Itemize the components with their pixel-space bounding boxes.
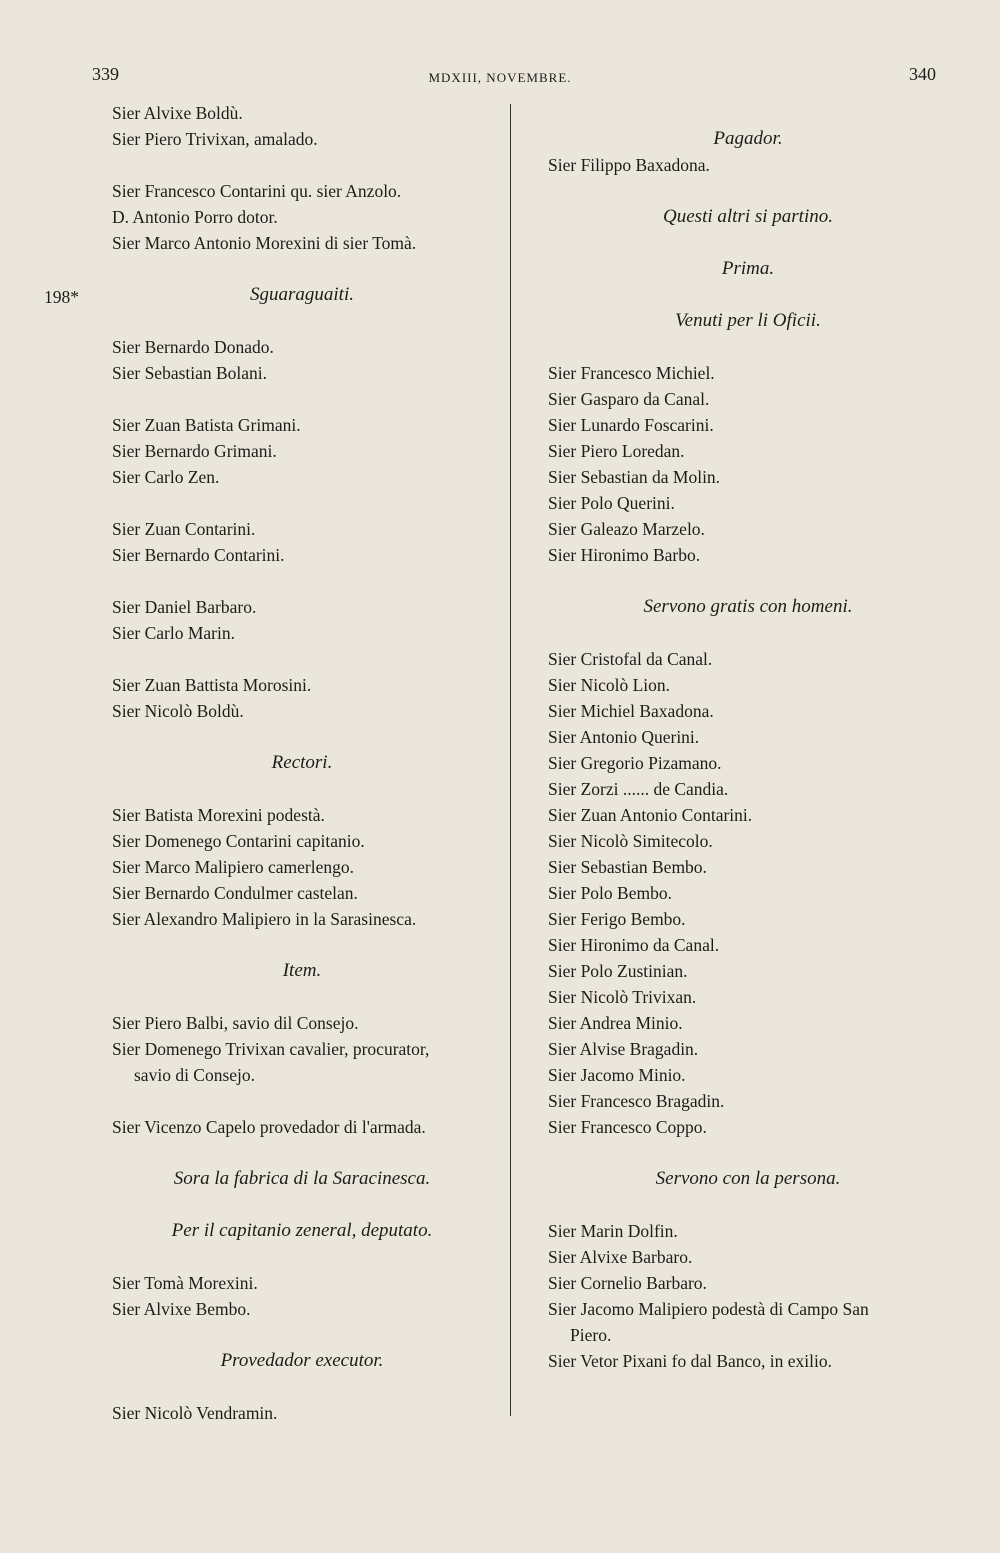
section-heading: Servono gratis con homeni. [643, 596, 853, 617]
spacer [112, 256, 492, 282]
text-line: Sier Gregorio Pizamano. [548, 753, 722, 773]
spacer [112, 1192, 492, 1218]
text-line: Sier Polo Bembo. [548, 883, 672, 903]
text-line: Sier Alvixe Barbaro. [548, 1247, 693, 1267]
text-line: Sier Nicolò Trivixan. [548, 987, 697, 1007]
section-heading: Pagador. [713, 128, 783, 149]
text-line: Sier Marco Malipiero camerlengo. [112, 857, 354, 877]
spacer [548, 230, 948, 256]
text-line: Sier Francesco Bragadin. [548, 1091, 725, 1111]
section-heading: Item. [282, 960, 322, 981]
spacer [112, 1322, 492, 1348]
text-line: Sier Bernardo Grimani. [112, 441, 277, 461]
text-line: Sier Alvise Bragadin. [548, 1039, 699, 1059]
text-line: Sier Batista Morexini podestà. [112, 805, 325, 825]
section-heading: Questi altri si partino. [663, 206, 833, 227]
spacer [112, 308, 492, 334]
text-line: Sier Michiel Baxadona. [548, 701, 714, 721]
text-line-continuation: Piero. [570, 1325, 612, 1345]
page-number-right: 340 [909, 64, 936, 84]
section-heading: Per il capitanio zeneral, deputato. [171, 1220, 433, 1241]
section-heading: Prima. [721, 258, 775, 279]
text-line: Sier Jacomo Malipiero podestà di Campo San [548, 1299, 869, 1319]
text-line: Sier Cornelio Barbaro. [548, 1273, 707, 1293]
text-line: Sier Nicolò Lion. [548, 675, 670, 695]
margin-folio-note: 198* [44, 287, 79, 307]
text-line: Sier Ferigo Bembo. [548, 909, 686, 929]
spacer [548, 100, 948, 126]
text-line: Sier Hironimo da Canal. [548, 935, 720, 955]
left-column [112, 100, 492, 1426]
spacer [112, 984, 492, 1010]
text-line: Sier Daniel Barbaro. [112, 597, 257, 617]
text-line: Sier Polo Zustinian. [548, 961, 688, 981]
spacer [548, 178, 948, 204]
text-line: Sier Bernardo Contarini. [112, 545, 285, 565]
text-line: Sier Piero Loredan. [548, 441, 685, 461]
section-heading: Venuti per li Oficii. [675, 310, 821, 331]
section-heading: Rectori. [271, 752, 333, 773]
text-line: Sier Piero Trivixan, amalado. [112, 129, 318, 149]
page-number-left: 339 [92, 64, 119, 84]
text-line: Sier Cristofal da Canal. [548, 649, 713, 669]
spacer [112, 932, 492, 958]
text-line: Sier Hironimo Barbo. [548, 545, 701, 565]
section-heading: Provedador executor. [220, 1350, 384, 1371]
text-line: Sier Sebastian Bembo. [548, 857, 707, 877]
spacer [548, 1192, 948, 1218]
text-line: Sier Zuan Antonio Contarini. [548, 805, 753, 825]
text-line: Sier Marin Dolfin. [548, 1221, 678, 1241]
spacer [548, 282, 948, 308]
running-title: MDXIII, NOVEMBRE. [428, 70, 572, 85]
spacer [548, 620, 948, 646]
text-line: Sier Antonio Querini. [548, 727, 700, 747]
text-line: Sier Alexandro Malipiero in la Sarasinesca. [112, 909, 417, 929]
text-line: Sier Carlo Zen. [112, 467, 220, 487]
text-line: Sier Nicolò Boldù. [112, 701, 244, 721]
spacer [112, 152, 492, 178]
spacer [112, 386, 492, 412]
text-line: Sier Francesco Coppo. [548, 1117, 707, 1137]
text-line: Sier Francesco Michiel. [548, 363, 715, 383]
text-line: Sier Alvixe Boldù. [112, 103, 243, 123]
spacer [548, 568, 948, 594]
text-line: Sier Galeazo Marzelo. [548, 519, 705, 539]
spacer [112, 1088, 492, 1114]
section-heading: Sguaraguaiti. [250, 284, 354, 305]
spacer [112, 568, 492, 594]
text-line: Sier Sebastian Bolani. [112, 363, 268, 383]
right-column [548, 100, 948, 1374]
text-line: Sier Tomà Morexini. [112, 1273, 258, 1293]
text-line: Sier Carlo Marin. [112, 623, 235, 643]
text-line-continuation: savio di Consejo. [134, 1065, 256, 1085]
text-line: Sier Gasparo da Canal. [548, 389, 710, 409]
text-line: Sier Marco Antonio Morexini di sier Tomà. [112, 233, 417, 253]
text-line: Sier Domenego Contarini capitanio. [112, 831, 365, 851]
spacer [548, 334, 948, 360]
spacer [112, 1374, 492, 1400]
section-heading: Sora la fabrica di la Saracinesca. [173, 1168, 431, 1189]
text-line: Sier Vicenzo Capelo provedador di l'armada. [112, 1117, 426, 1137]
text-line: Sier Lunardo Foscarini. [548, 415, 714, 435]
text-line: Sier Zuan Batista Grimani. [112, 415, 301, 435]
spacer [112, 1140, 492, 1166]
text-line: Sier Zorzi ...... de Candia. [548, 779, 729, 799]
column-divider [510, 104, 511, 1416]
text-line: Sier Piero Balbi, savio dil Consejo. [112, 1013, 359, 1033]
spacer [112, 776, 492, 802]
text-line: Sier Nicolò Simitecolo. [548, 831, 713, 851]
text-line: Sier Alvixe Bembo. [112, 1299, 251, 1319]
text-line: Sier Bernardo Donado. [112, 337, 274, 357]
text-line: D. Antonio Porro dotor. [112, 207, 278, 227]
text-line: Sier Polo Querini. [548, 493, 675, 513]
spacer [112, 490, 492, 516]
text-line: Sier Nicolò Vendramin. [112, 1403, 278, 1423]
text-line: Sier Jacomo Minio. [548, 1065, 686, 1085]
text-line: Sier Zuan Contarini. [112, 519, 256, 539]
spacer [112, 1244, 492, 1270]
spacer [112, 646, 492, 672]
text-line: Sier Francesco Contarini qu. sier Anzolo. [112, 181, 402, 201]
spacer [548, 1140, 948, 1166]
section-heading: Servono con la persona. [655, 1168, 841, 1189]
text-line: Sier Bernardo Condulmer castelan. [112, 883, 358, 903]
text-line: Sier Domenego Trivixan cavalier, procurator, [112, 1039, 430, 1059]
text-line: Sier Andrea Minio. [548, 1013, 683, 1033]
text-line: Sier Vetor Pixani fo dal Banco, in exilio. [548, 1351, 833, 1371]
text-line: Sier Filippo Baxadona. [548, 155, 710, 175]
spacer [112, 724, 492, 750]
text-line: Sier Zuan Battista Morosini. [112, 675, 312, 695]
text-line: Sier Sebastian da Molin. [548, 467, 721, 487]
